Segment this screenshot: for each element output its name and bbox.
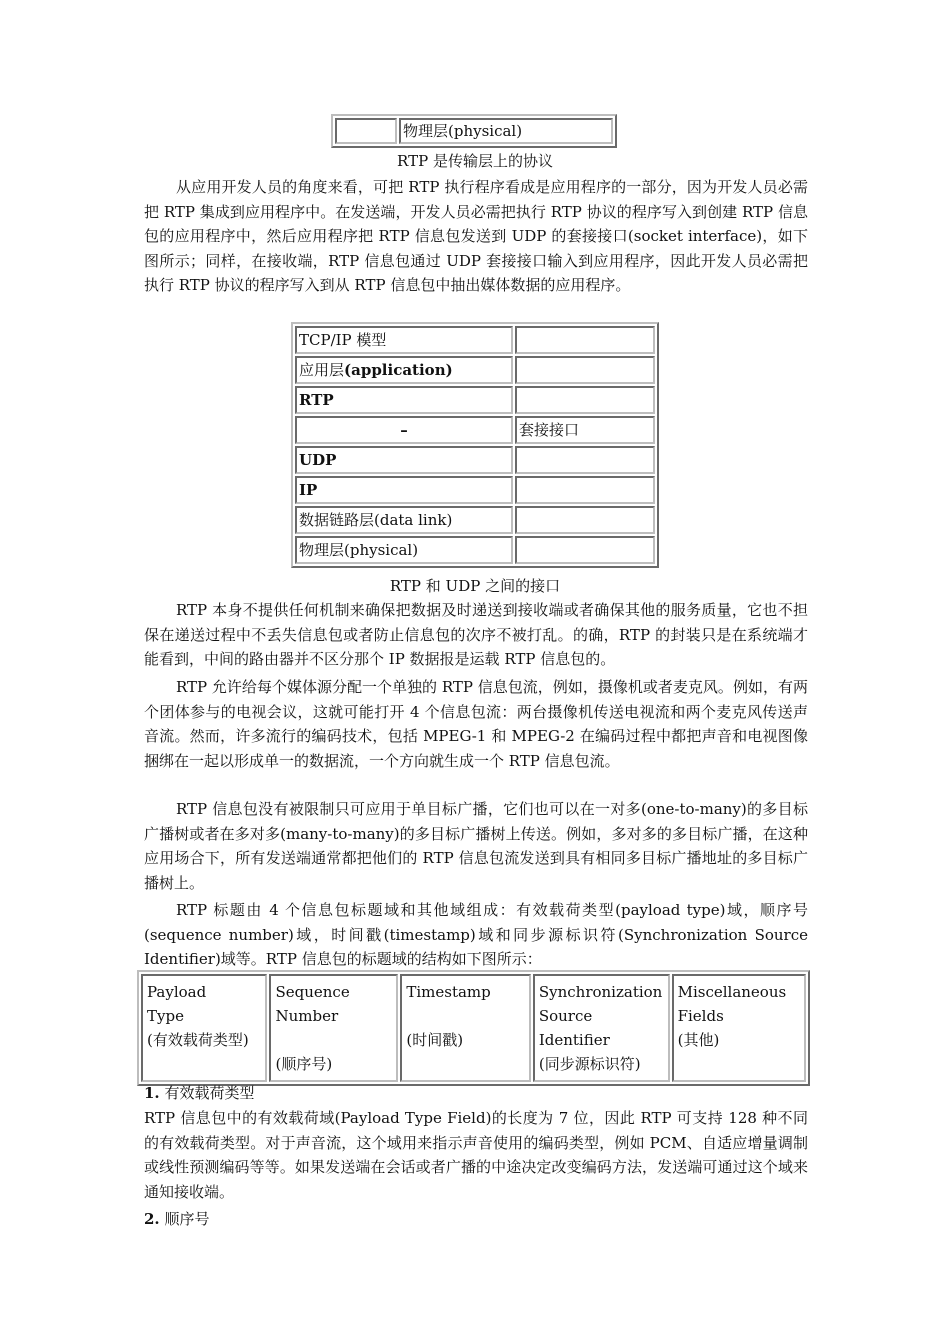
table-row xyxy=(295,476,655,504)
paragraph: 从应用开发人员的角度来看，可把 RTP 执行程序看成是应用程序的一部分，因为开发人员必需把 RTP 集成到应用程序中。在发送端，开发人员必需把执行 RTP 协议的程序写入到创建 RTP 信息包的应用程序中，然后应用程序把 RTP 信息包发送到 UDP 的套接接口(socket interface)，如下图所示；同样，在接收端，RTP 信息包通过 UDP 套接接口输入到应用程序，因此开发人员必需把执行 RTP 协议的程序写入到从 RTP 信息包中抽出媒体数据的应用程序。 xyxy=(144,178,808,294)
table-cell: 物理层(physical) xyxy=(399,118,613,144)
table-cell xyxy=(515,386,655,414)
table-row xyxy=(335,118,613,144)
table-cell: – xyxy=(295,416,513,444)
cell-line xyxy=(275,1028,392,1052)
field-cell-sequence-number xyxy=(269,974,398,1082)
table-row xyxy=(295,506,655,534)
tcpip-model-table xyxy=(291,322,659,568)
table-cell xyxy=(335,118,397,144)
section-title: 顺序号 xyxy=(164,1210,210,1228)
paragraph: RTP 标题由 4 个信息包标题域和其他域组成：有效载荷类型(payload type)域，顺序号(sequence number)域，时间戳(timestamp)域和同步源标识符(Synchronization Source Identifier)域等。RTP 信息包的标题域的结构如下图所示： xyxy=(144,901,808,968)
section-title: 有效载荷类型 xyxy=(164,1084,255,1102)
table-row xyxy=(295,536,655,564)
cell-line: Fields xyxy=(677,1007,724,1025)
cell-line: (同步源标识符) xyxy=(538,1055,641,1073)
field-cell-ssrc xyxy=(533,974,670,1082)
table-cell xyxy=(515,356,655,384)
table-row xyxy=(295,416,655,444)
caption-rtp-udp-interface: RTP 和 UDP 之间的接口 xyxy=(389,577,561,595)
table-cell: RTP xyxy=(295,386,513,414)
cell-line: (其他) xyxy=(677,1031,720,1049)
table-cell xyxy=(515,326,655,354)
table-cell: 数据链路层(data link) xyxy=(295,506,513,534)
table-row xyxy=(295,326,655,354)
section-number: 1. xyxy=(144,1084,160,1102)
table-cell: 套接接口 xyxy=(515,416,655,444)
cell-line xyxy=(406,1004,525,1028)
field-cell-misc xyxy=(672,974,806,1082)
table-cell xyxy=(515,536,655,564)
field-cell-timestamp xyxy=(400,974,531,1082)
table-cell xyxy=(515,476,655,504)
cell-text: 应用层 xyxy=(299,361,345,379)
cell-line: (时间戳) xyxy=(406,1031,464,1049)
section-heading-sequence-number xyxy=(144,1207,209,1231)
paragraph: RTP 本身不提供任何机制来确保把数据及时递送到接收端或者确保其他的服务质量，它也不担保在递送过程中不丢失信息包或者防止信息包的次序不被打乱。的确，RTP 的封装只是在系统端才能看到，中间的路由器并不区分那个 IP 数据报是运载 RTP 信息包的。 xyxy=(144,601,808,668)
cell-line: Source Identifier xyxy=(538,1007,610,1049)
top-layer-table xyxy=(331,114,617,148)
table-cell: TCP/IP 模型 xyxy=(295,326,513,354)
rtp-header-fields-table xyxy=(137,970,810,1086)
table-row xyxy=(141,974,806,1082)
table-row xyxy=(295,386,655,414)
cell-line: Timestamp xyxy=(406,983,491,1001)
cell-text-bold: (application) xyxy=(344,361,453,379)
table-cell: 物理层(physical) xyxy=(295,536,513,564)
paragraph: RTP 信息包没有被限制只可应用于单目标广播，它们也可以在一对多(one-to-many)的多目标广播树或者在多对多(many-to-many)的多目标广播树上传送。例如，多对多的多目标广播，在这种应用场合下，所有发送端通常都把他们的 RTP 信息包流发送到具有相同多目标广播地址的多目标广播树上。 xyxy=(144,800,808,892)
section-number: 2. xyxy=(144,1210,160,1228)
cell-line: Synchronization xyxy=(538,983,663,1001)
cell-line: Type xyxy=(147,1007,184,1025)
table-row xyxy=(295,446,655,474)
caption-transport-layer: RTP 是传输层上的协议 xyxy=(397,152,553,170)
table-row xyxy=(295,356,655,384)
table-cell xyxy=(295,356,513,384)
cell-line: Sequence Number xyxy=(275,983,350,1025)
paragraph: RTP 允许给每个媒体源分配一个单独的 RTP 信息包流，例如，摄像机或者麦克风。例如，有两个团体参与的电视会议，这就可能打开 4 个信息包流：两台摄像机传送电视流和两个麦克风传送声音流。然而，许多流行的编码技术，包括 MPEG-1 和 MPEG-2 在编码过程中都把声音和电视图像捆绑在一起以形成单一的数据流，一个方向就生成一个 RTP 信息包流。 xyxy=(144,678,808,770)
table-cell xyxy=(515,506,655,534)
table-cell: IP xyxy=(295,476,513,504)
paragraph: RTP 信息包中的有效载荷域(Payload Type Field)的长度为 7 位，因此 RTP 可支持 128 种不同的有效载荷类型。对于声音流，这个域用来指示声音使用的编码类型，例如 PCM、自适应增量调制或线性预测编码等等。如果发送端在会话或者广播的中途决定改变编码方法，发送端可通过这个域来通知接收端。 xyxy=(144,1109,808,1201)
cell-line: Miscellaneous xyxy=(677,983,787,1001)
table-cell: UDP xyxy=(295,446,513,474)
cell-line: (有效载荷类型) xyxy=(147,1031,249,1049)
section-heading-payload-type xyxy=(144,1081,254,1105)
cell-line: Payload xyxy=(147,983,207,1001)
table-cell xyxy=(515,446,655,474)
cell-line: (顺序号) xyxy=(275,1055,333,1073)
field-cell-payload-type xyxy=(141,974,267,1082)
